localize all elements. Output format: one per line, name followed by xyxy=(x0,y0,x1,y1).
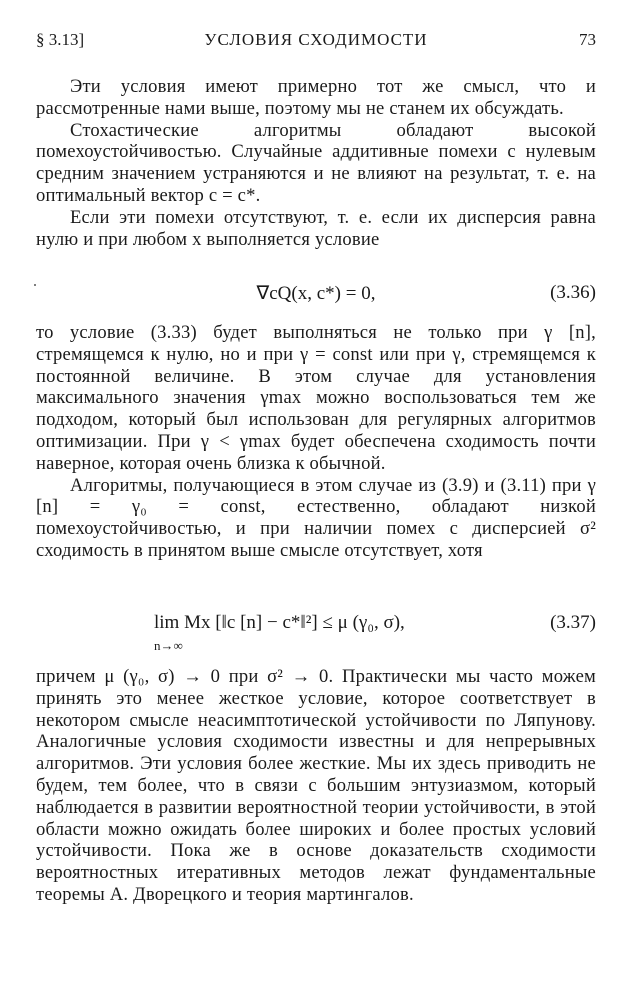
equation-number: (3.36) xyxy=(550,282,596,303)
section-ref: § 3.13] xyxy=(36,30,85,49)
page-number: 73 xyxy=(579,30,596,49)
equation-number: (3.37) xyxy=(550,612,596,633)
lim-expression xyxy=(154,612,405,653)
chapter-title: УСЛОВИЯ СХОДИМОСТИ xyxy=(204,30,428,49)
paragraph-2: Стохастические алгоритмы обладают высокой помехоустойчивостью. Случайные аддитивные помехи с нулевым средним значением устраняются и не влияют на результат, т. е. на оптимальный вектор c = c*. xyxy=(36,119,596,206)
paragraph-4: то условие (3.33) будет выполняться не только при γ [n], стремящемся к нулю, но и при γ = const или при γ, стремящемся к постоянной величине. В этом случае для установления максимального значения γmax можно воспользоваться тем же подходом, который был использован для регулярных алгоритмов оптимизации. При γ < γmax будет обеспечена сходимость почти наверное, которая очень близка к обычной. xyxy=(36,322,596,474)
equation-formula: ∇cQ(x, c*) = 0, xyxy=(256,283,376,304)
text-block-2 xyxy=(36,322,596,562)
running-header xyxy=(36,30,596,54)
paragraph-1: Эти условия имеют примерно тот же смысл, что и рассмотренные нами выше, поэтому мы не станем их обсуждать. xyxy=(36,76,596,119)
paragraph-6: причем μ (γ₀, σ) → 0 при σ² → 0. Практически мы часто можем принять это менее жесткое условие, которое соответствует в некотором смысле неасимптотической устойчивости по Ляпунову. Аналогичные условия сходимости известны и для непрерывных алгоритмов. Эти условия более жесткие. Мы их здесь приводить не будем, тем более, что в связи с большим энтузиазмом, который наблюдается в развитии вероятностной теории устойчивости, в этой области можно ожидать более широких и более простых условий устойчивости. Пока же в основе доказательств сходимости вероятностных итеративных методов лежат фундаментальные теоремы А. Дворецкого и теория мартингалов. xyxy=(36,666,596,905)
equation-3-36 xyxy=(36,282,596,310)
limit-subscript: n→∞ xyxy=(154,638,183,653)
paragraph-5: Алгоритмы, получающиеся в этом случае из (3.9) и (3.11) при γ [n] = γ₀ = const, естественно, обладают низкой помехоустойчивостью, и при наличии помех с дисперсией σ² сходимость в принятом выше смысле отсутствует, хотя xyxy=(36,474,596,561)
equation-3-37 xyxy=(36,612,596,652)
text-block-1 xyxy=(36,76,596,250)
text-block-3 xyxy=(36,666,596,906)
paragraph-3: Если эти помехи отсутствуют, т. е. если их дисперсия равна нулю и при любом x выполняется условие xyxy=(36,206,596,250)
equation-formula: lim Mx [‖c [n] − c*‖²] ≤ μ (γ₀, σ), xyxy=(154,612,405,633)
